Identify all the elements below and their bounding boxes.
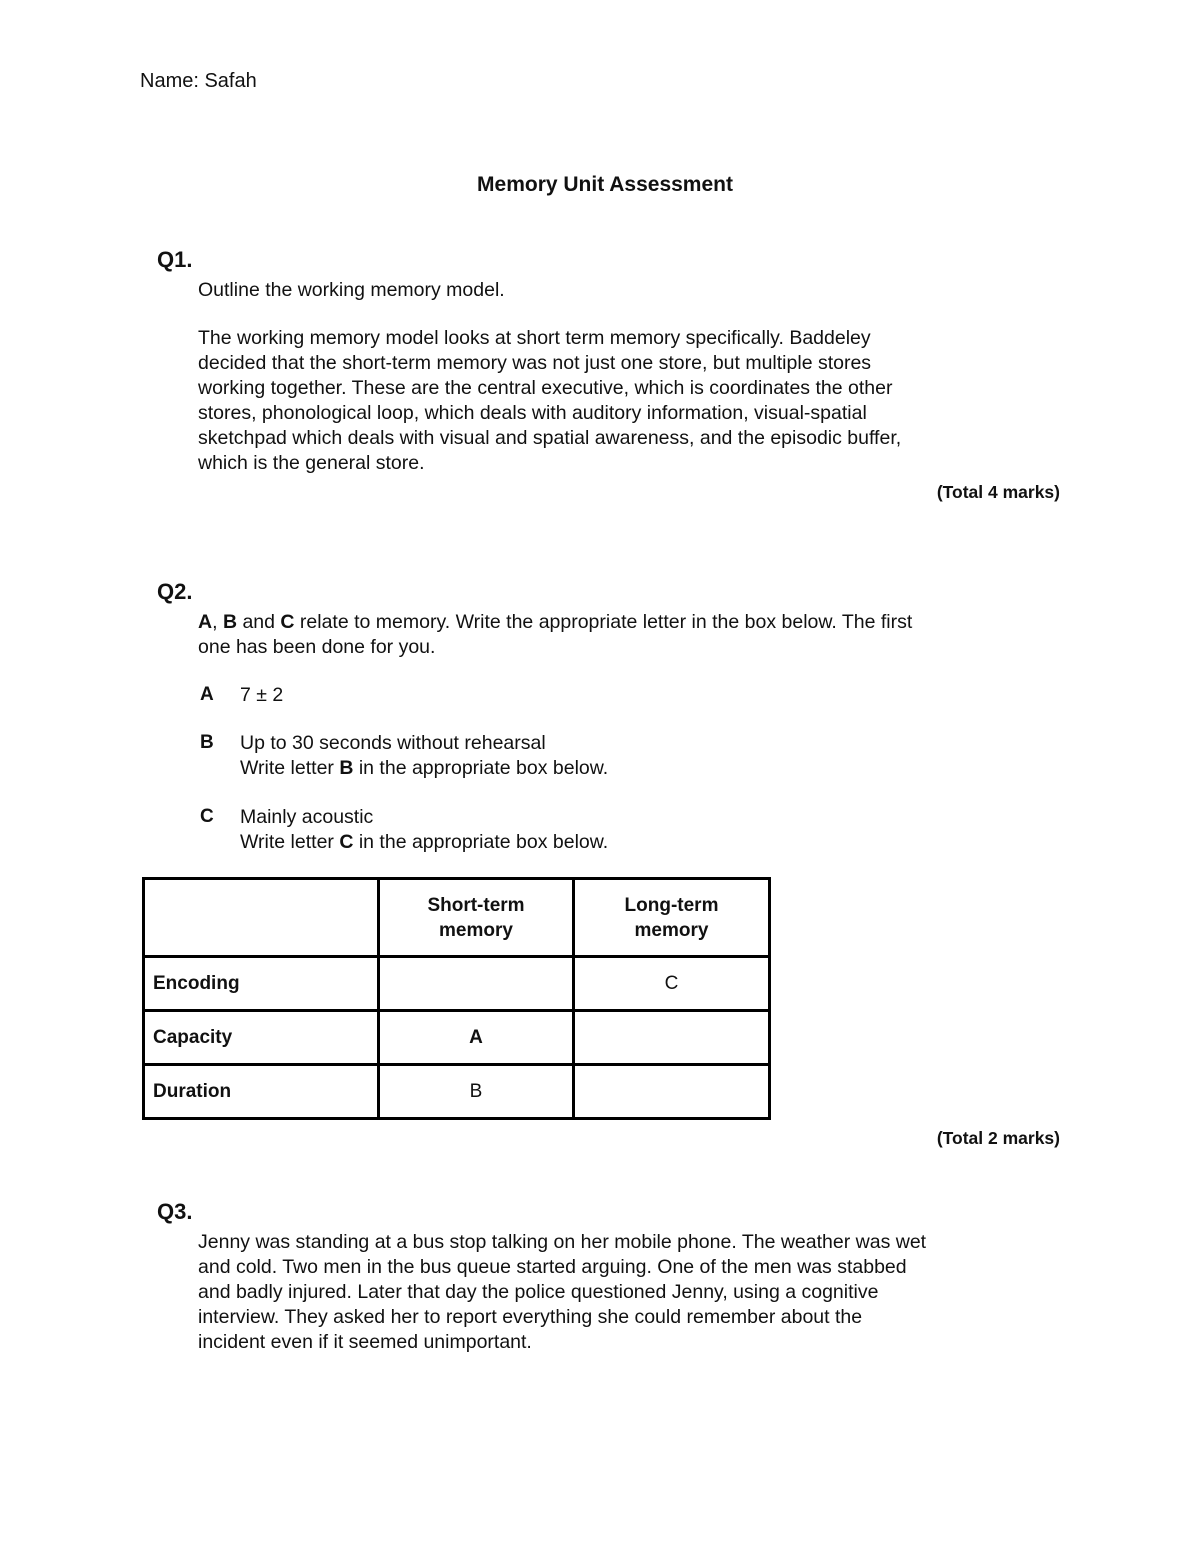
table-corner-cell bbox=[144, 879, 379, 957]
intro-letter-a: A bbox=[198, 611, 213, 633]
option-b-instruction: Write letter B in the appropriate box below. bbox=[240, 757, 609, 779]
q3-line: Jenny was standing at a bus stop talking on her mobile phone. The weather was wet bbox=[198, 1231, 927, 1253]
q3-scenario bbox=[198, 1230, 1078, 1355]
table-row bbox=[144, 1011, 770, 1065]
cell-duration-stm[interactable]: B bbox=[379, 1065, 574, 1119]
intro-and: and bbox=[237, 611, 281, 633]
cell-duration-ltm[interactable] bbox=[574, 1065, 770, 1119]
cell-capacity-ltm[interactable] bbox=[574, 1011, 770, 1065]
cell-encoding-ltm[interactable]: C bbox=[574, 957, 770, 1011]
q3-line: interview. They asked her to report everything she could remember about the bbox=[198, 1306, 863, 1328]
row-label-duration: Duration bbox=[144, 1065, 379, 1119]
row-label-encoding: Encoding bbox=[144, 957, 379, 1011]
option-c-text: Mainly acoustic bbox=[240, 806, 374, 828]
student-name: Name: Safah bbox=[140, 70, 257, 92]
intro-text-line2: one has been done for you. bbox=[198, 636, 436, 658]
option-b-letter: B bbox=[200, 732, 214, 753]
col-header-long-term: Long-term memory bbox=[574, 879, 770, 957]
q1-answer-line: which is the general store. bbox=[198, 452, 425, 474]
option-b-block bbox=[240, 731, 608, 781]
q3-line: and cold. Two men in the bus queue started arguing. One of the men was stabbed bbox=[198, 1256, 907, 1278]
q2-marks: (Total 2 marks) bbox=[936, 1128, 1060, 1148]
q3-line: incident even if it seemed unimportant. bbox=[198, 1331, 532, 1353]
intro-letter-b: B bbox=[222, 611, 238, 633]
q1-answer-line: stores, phonological loop, which deals with auditory information, visual-spatial bbox=[198, 402, 867, 424]
q1-answer-line: sketchpad which deals with visual and spatial awareness, and the episodic buffer, bbox=[198, 427, 902, 449]
table-header-row bbox=[144, 879, 770, 957]
table-row bbox=[144, 1065, 770, 1119]
q1-answer-line: decided that the short-term memory was not just one store, but multiple stores bbox=[198, 352, 872, 374]
option-b-text: Up to 30 seconds without rehearsal bbox=[240, 732, 546, 754]
col-header-short-term: Short-term memory bbox=[379, 879, 574, 957]
memory-table bbox=[142, 877, 771, 1120]
document-title: Memory Unit Assessment bbox=[477, 173, 733, 196]
row-label-capacity: Capacity bbox=[144, 1011, 379, 1065]
table-row bbox=[144, 957, 770, 1011]
q1-answer bbox=[198, 326, 1058, 476]
q1-prompt: Outline the working memory model. bbox=[198, 279, 505, 301]
q1-answer-line: working together. These are the central executive, which is coordinates the other bbox=[198, 377, 893, 399]
cell-capacity-stm[interactable]: A bbox=[379, 1011, 574, 1065]
q3-heading: Q3. bbox=[157, 1199, 193, 1224]
intro-text: relate to memory. Write the appropriate letter in the box below. The first bbox=[294, 611, 913, 633]
intro-separator: , bbox=[212, 611, 223, 633]
intro-letter-c: C bbox=[280, 611, 295, 633]
cell-encoding-stm[interactable] bbox=[379, 957, 574, 1011]
q1-heading: Q1. bbox=[157, 247, 193, 272]
option-a-letter: A bbox=[200, 684, 214, 705]
q1-answer-line: The working memory model looks at short term memory specifically. Baddeley bbox=[198, 327, 871, 349]
option-a-text: 7 ± 2 bbox=[240, 684, 284, 706]
option-c-block bbox=[240, 805, 608, 855]
option-c-instruction: Write letter C in the appropriate box below. bbox=[240, 831, 609, 853]
q2-heading: Q2. bbox=[157, 579, 193, 604]
option-c-letter: C bbox=[200, 806, 214, 827]
q1-marks: (Total 4 marks) bbox=[936, 482, 1060, 502]
q3-line: and badly injured. Later that day the police questioned Jenny, using a cognitive bbox=[198, 1281, 879, 1303]
q2-intro bbox=[198, 610, 1058, 660]
